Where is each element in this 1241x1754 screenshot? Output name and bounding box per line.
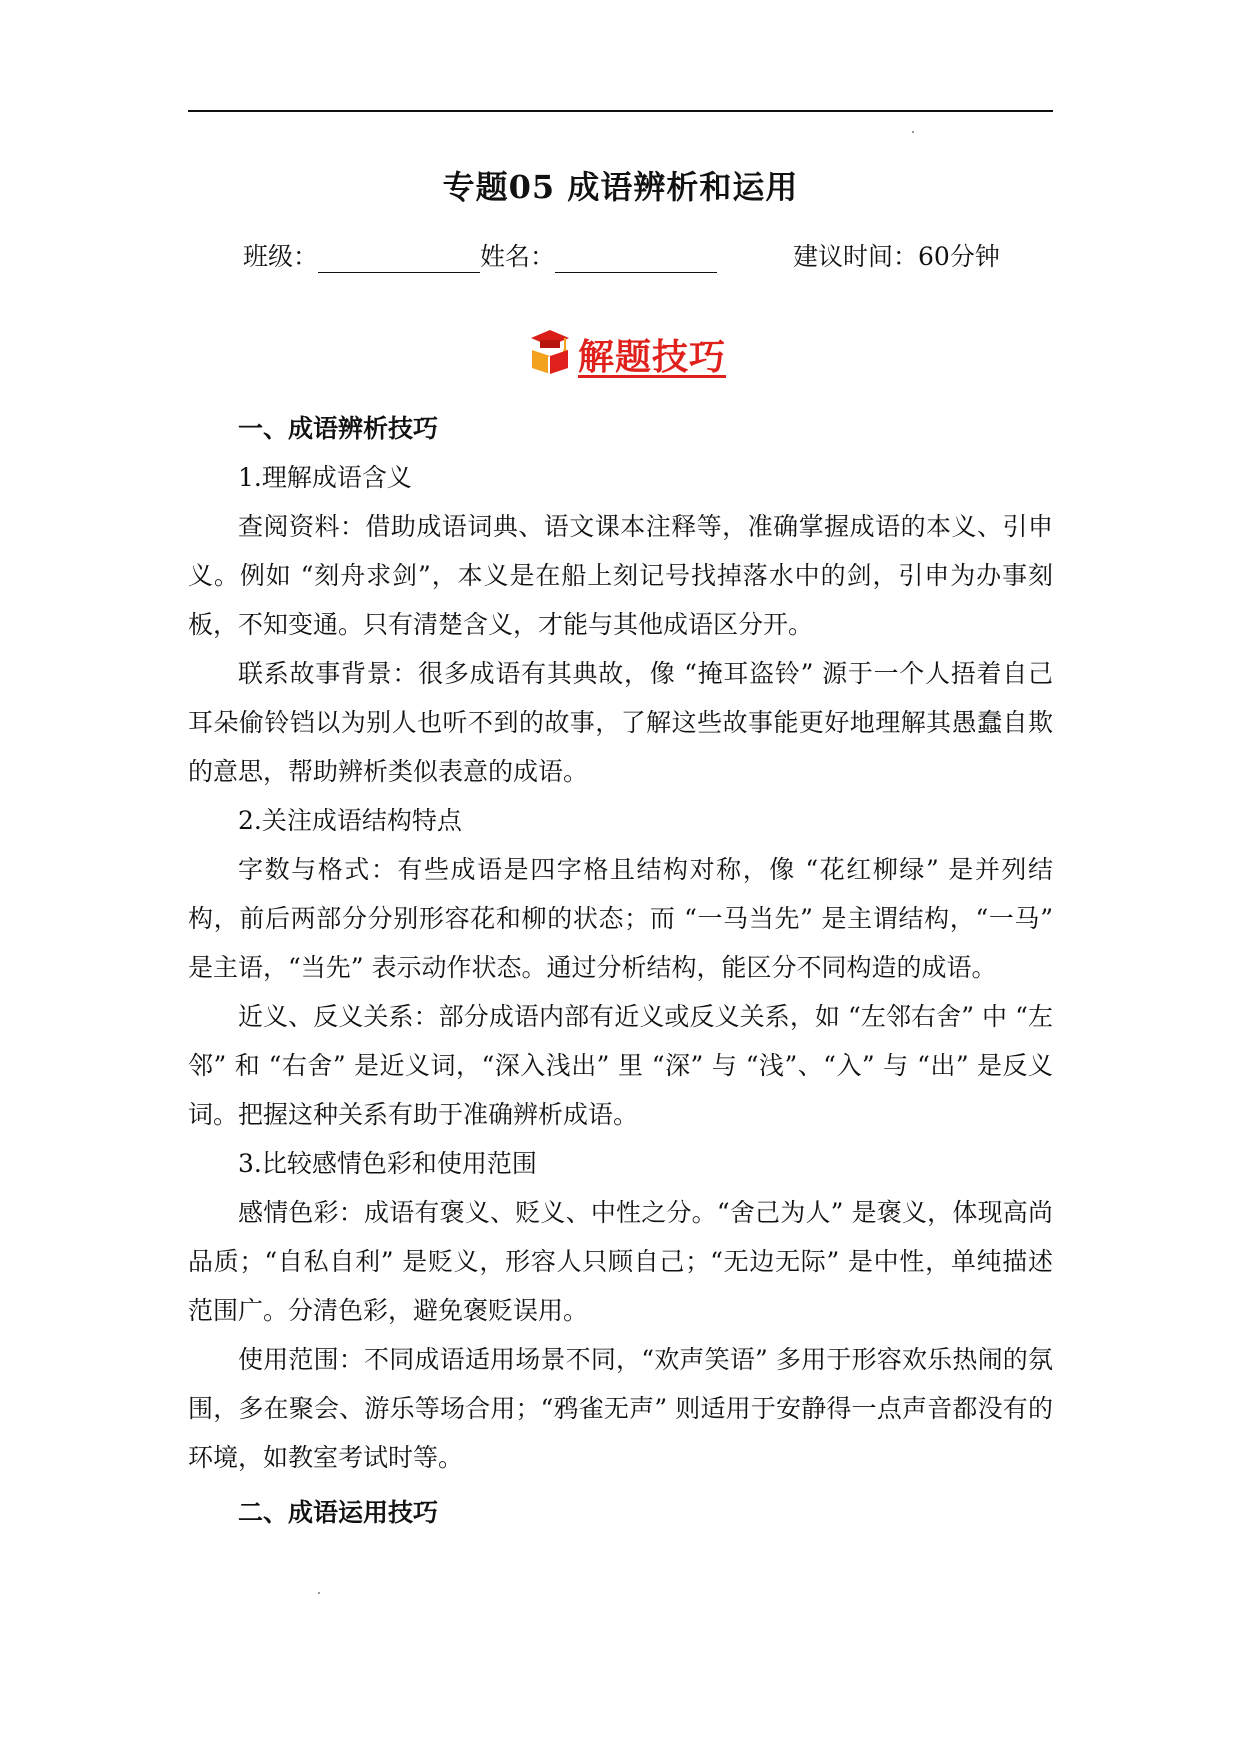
name-label: 姓名： [480,242,556,271]
suggested-time: 建议时间：60分钟 [793,242,1000,271]
class-blank [318,246,480,273]
decorative-dot [318,1592,320,1594]
paragraph: 使用范围：不同成语适用场景不同，“欢声笑语” 多用于形容欢乐热闹的氛围，多在聚会、游乐等场合用；“鸦雀无声” 则适用于安静得一点声音都没有的环境，如教室考试时等。 [188,1345,1053,1472]
document-body [188,404,1053,1537]
paragraph: 字数与格式：有些成语是四字格且结构对称，像 “花红柳绿” 是并列结构，前后两部分分别形容花和柳的状态；而 “一马当先” 是主谓结构，“一马” 是主语，“当先” 表示动作状态。通过分析结构，能区分不同构造的成语。 [188,855,1053,982]
decorative-dot [912,131,914,133]
name-blank [555,246,717,273]
section-heading: 二、成语运用技巧 [238,1498,439,1527]
paragraph: 查阅资料：借助成语词典、语文课本注释等，准确掌握成语的本义、引申义。例如 “刻舟求剑”，本义是在船上刻记号找掉落水中的剑，引申为办事刻板，不知变通。只有清楚含义，才能与其他成语区分开。 [188,512,1053,639]
page-title: 专题05 成语辨析和运用 [442,168,799,206]
tips-badge-label: 解题技巧 [578,336,727,378]
paragraph: 联系故事背景：很多成语有其典故，像 “掩耳盗铃” 源于一个人捂着自己耳朵偷铃铛以为别人也听不到的故事，了解这些故事能更好地理解其愚蠢自欺的意思，帮助辨析类似表意的成语。 [188,659,1053,786]
section-heading: 一、成语辨析技巧 [238,414,439,443]
tips-badge [530,328,726,380]
graduation-cap-book-icon [530,328,570,380]
header-rule [188,110,1053,112]
subsection-heading: 2.关注成语结构特点 [238,806,462,835]
subsection-heading: 1.理解成语含义 [238,463,412,492]
student-info-row [243,237,1000,273]
subsection-heading: 3.比较感情色彩和使用范围 [238,1149,537,1178]
class-label: 班级： [243,242,319,271]
paragraph: 近义、反义关系：部分成语内部有近义或反义关系，如 “左邻右舍” 中 “左邻” 和 “右舍” 是近义词，“深入浅出” 里 “深” 与 “浅”、“入” 与 “出” 是反义词。把握这种关系有助于准确辨析成语。 [188,1002,1053,1129]
paragraph: 感情色彩：成语有褒义、贬义、中性之分。“舍己为人” 是褒义，体现高尚品质；“自私自利” 是贬义，形容人只顾自己；“无边无际” 是中性，单纯描述范围广。分清色彩，避免褒贬误用。 [188,1198,1053,1325]
